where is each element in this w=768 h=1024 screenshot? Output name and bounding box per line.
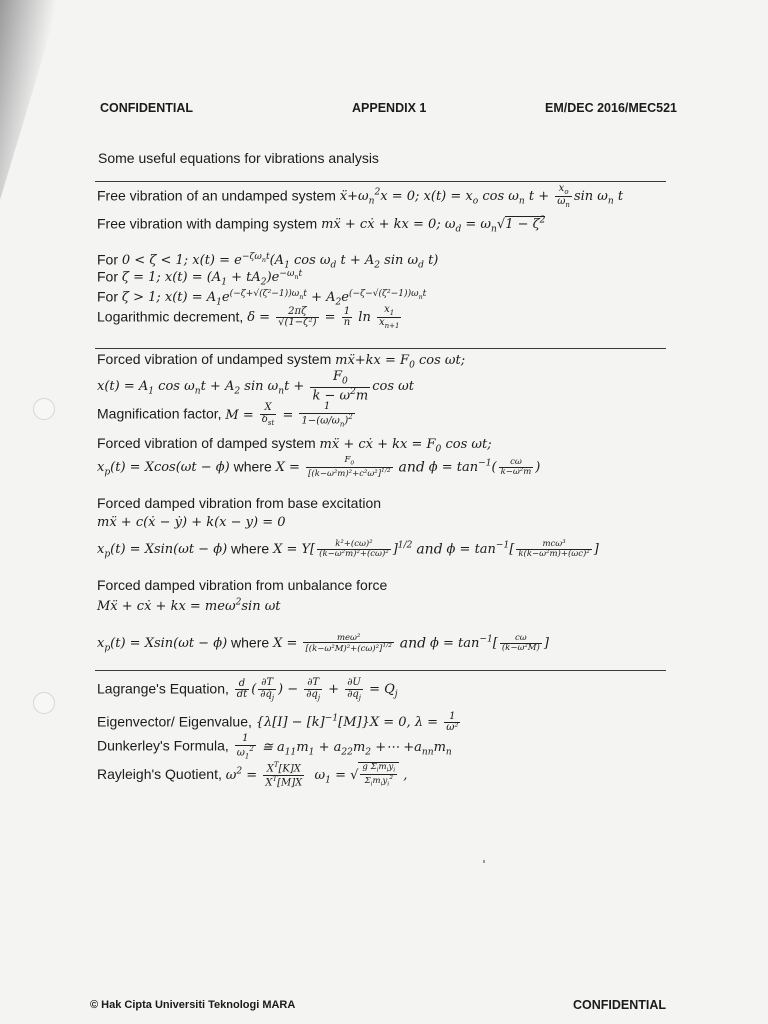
label-lagrange: Lagrange's Equation, [97,680,229,697]
equation: δ = $\frac{2\pi\zeta}{\text{√(1−ζ²)}}$ = $\frac{1}{n}$ ln $\frac{x_1}{x_{n+1}}$ [247,304,400,331]
equation-phase: $\phi = \tan^{-1}$[ $\frac{c\omega}{\text{(k−ω²M)}}$ ] [430,633,549,654]
label-forced-damped: Forced vibration of damped system [97,435,316,451]
header-right: EM/DEC 2016/MEC521 [545,101,678,115]
divider-1 [95,181,666,182]
eq-forced-damped-response [97,455,540,482]
eq-lagrange [97,678,398,704]
scan-speck [483,860,485,863]
equation: $\frac{1}{\omega_1^2}$ ≅ $a_{11}m_1 + a_{22}m_2$ +⋯ $+a_{nn}m_n$ [236,733,452,760]
label-eigen: Eigenvector/ Eigenvalue, [97,713,252,730]
eq-unbalance [97,594,281,616]
header-center: APPENDIX 1 [352,101,427,115]
eq-base-excitation [97,512,286,532]
equation: $\{\lambda[I] - [k]^{-1}[M]\}X = 0$, λ = $\frac{1}{\text{ω²}}$ [255,710,459,734]
equation: mẍ+kx = $F_0$ cos ωt; [335,353,466,371]
eq-eigen [97,710,462,734]
label-undamped: Free vibration of an undamped system [97,187,336,204]
equation-lhs: $x_p(t) = Xsin(\omega t - \phi)$ [97,636,228,654]
equation-rhs: X = $\frac{\text{meω²}}{[(k-\omega^2M)^2+(c\omega)^2]^{1/2}}$ [273,632,392,655]
label-for-2: For [97,268,118,285]
eq-dunkerley [97,734,452,761]
label-unbalance: Forced damped vibration from unbalance force [97,577,388,593]
eq-magnification [97,402,357,428]
equation: 0 < ζ < 1; $x(t) = e^{-\zeta\omega_nt}(A_1$ $\cos \omega_d$ $t + A_2$ $\sin \omega_d$ t) [121,252,439,271]
label-forced-undamped: Forced vibration of undamped system [97,351,332,367]
label-for-1: For [97,251,118,268]
label-dunkerley: Dunkerley's Formula, [97,737,229,754]
eq-unbalance-response [97,631,549,658]
equation: Mẍ + cẋ + kx = meω$^2$sin ωt [97,598,281,615]
label-rayleigh: Rayleigh's Quotient, [97,765,222,782]
equation: mẍ + cẋ + kx = 0; $\omega_d = \omega_n√1 - \zeta^2$ [321,216,546,235]
equation: ζ > 1; $x(t) = A_1e^{(-\zeta+√(\zeta^2-1))\omega_nt} + A_2e^{(-\zeta-√(\zeta^2-1))\omega_nt}$ [121,289,427,308]
label-log-dec: Logarithmic decrement, [97,308,244,325]
equation-phase: $\phi = \tan^{-1}$[ $\frac{\text{mcω³}}{\text{k(k−ω²m)+(ωc)²}}$ ] [446,539,599,560]
equation-lhs: $x_p(t) = Xsin(\omega t - \phi)$ [97,542,228,560]
label-for-3: For [97,288,118,305]
label-base-excitation: Forced damped vibration from base excitation [97,495,382,511]
where-3: where [231,634,270,651]
footer-confidential: CONFIDENTIAL [573,998,667,1012]
eq-forced-undamped-response [97,370,414,403]
punch-hole-bottom [33,692,55,714]
equation: $\omega^2$ = $\frac{X^T[K]X}{X^T[M]X}$ $\omega_1$ = √ $\frac{g \Sigma_im_iy_i}{\Sigma_im_iy_i^2}$ , [225,761,408,789]
and-3: and [399,635,427,652]
equation: $ẍ+\omega_n^2x = 0$; $x(t) = x_o$ $\cos \omega_n$ t + $\frac{x_o}{\omega_n}$ $\sin \omega_n$ t [339,183,624,210]
divider-2 [95,348,666,349]
equation: ζ = 1; $x(t) = (A_1 + tA_2)e^{-\omega_nt}$ [121,269,303,288]
label-magnification: Magnification factor, [97,405,222,422]
eq-base-response [97,537,599,564]
eq-free-undamped [97,184,623,211]
where-1: where [233,458,272,475]
divider-3 [95,670,666,671]
equation: M = $\frac{X}{\delta_{st}}$ = $\frac{1}{1-(\omega/\omega_n)^2}$ [225,401,353,428]
equation-lhs: $x_p(t) = Xcos(\omega t - \phi)$ [97,460,230,478]
and-1: and [398,459,425,476]
footer-copyright: © Hak Cipta Universiti Teknologi MARA [90,999,296,1011]
eq-log-decrement [97,305,403,331]
eq-rayleigh [97,762,407,789]
equation: $\frac{d}{dt}$ ( $\frac{\partial T}{\partial q̇_j}$ ) − $\frac{\partial T}{\partial q_j}$ + $\frac{\partial U}{\partial q_j}$ = $Q_j$ [236,677,398,702]
where-2: where [231,540,270,557]
equation: mẍ + cẋ + kx = $F_0$ cos ωt; [319,437,492,455]
equation-phase: $\phi = \tan^{-1}$( $\frac{c\omega}{\text{k−ω²m}}$ ) [428,457,541,478]
equation-rhs: X = Y[ $\frac{\text{k²+(cω)²}}{\text{(k−ω²m)²+(cω)²}}$ ]$^{1/2}$ [273,539,413,560]
equation: mẍ + c(ẋ − ẏ) + k(x − y) = 0 [97,515,286,530]
equation-rhs: X = $\frac{F_0}{[(k-\omega^2m)^2+c^2\omega^2]^{1/2}}$ [275,455,391,480]
punch-hole-top [33,398,55,420]
equation: $x(t) = A_1$ $\cos \omega_nt + A_2$ $\sin \omega_nt$ + $\frac{F_0}{k - \omega^2m}$ cos ωt [97,369,414,404]
eq-free-damped [97,212,545,239]
and-2: and [416,541,443,558]
header-left: CONFIDENTIAL [100,101,194,115]
page-corner-shadow [0,0,60,200]
page-title: Some useful equations for vibrations analysis [98,150,379,166]
label-damped: Free vibration with damping system [97,215,318,232]
